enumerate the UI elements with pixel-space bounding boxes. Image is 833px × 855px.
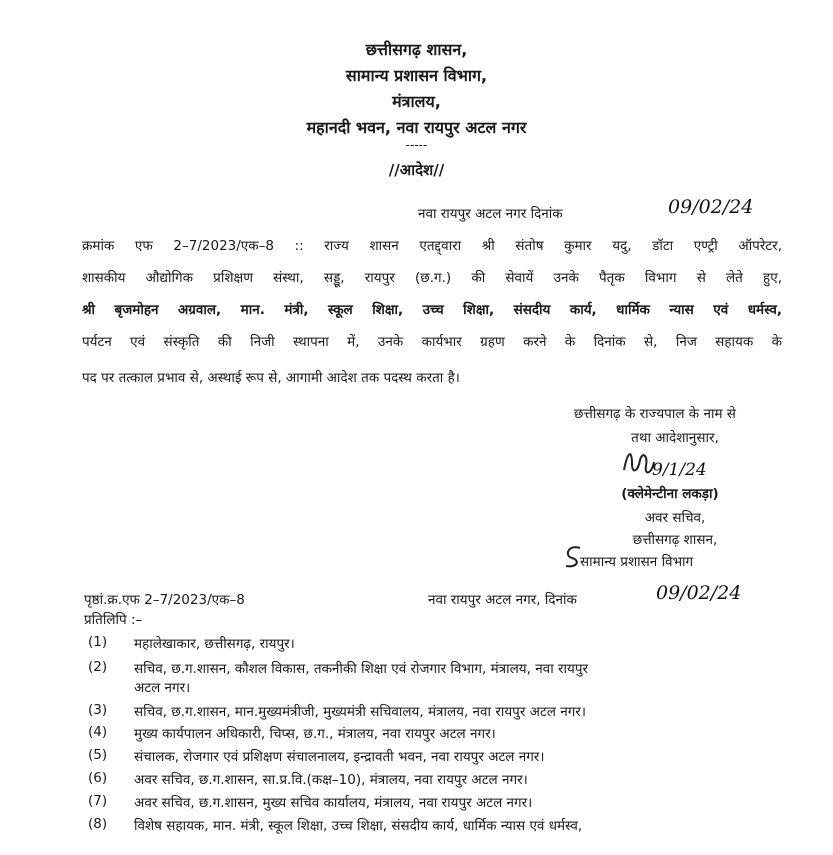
copy-item-text: अवर सचिव, छ.ग.शासन, मुख्य सचिव कार्यालय, मंत्रालय, नवा रायपुर अटल नगर। xyxy=(134,795,533,811)
copy-item-text: सचिव, छ.ग.शासन, कौशल विकास, तकनीकी शिक्षा एवं रोजगार विभाग, मंत्रालय, नवा रायपुर xyxy=(134,661,589,677)
copy-item-num: (6) xyxy=(88,770,108,786)
date-label: नवा रायपुर अटल नगर दिनांक xyxy=(418,206,563,222)
handwritten-initial: 9/1/24 xyxy=(652,460,707,480)
copy-item-text: मुख्य कार्यपालन अधिकारी, चिप्स, छ.ग., मंत्रालय, नवा रायपुर अटल नगर। xyxy=(134,726,496,742)
copy-item-num: (1) xyxy=(88,634,108,650)
copy-item-text: महालेखाकार, छत्तीसगढ़, रायपुर। xyxy=(134,636,295,652)
copy-item-num: (2) xyxy=(88,659,108,675)
copy-item-text: संचालक, रोजगार एवं प्रशिक्षण संचालनालय, इन्द्रावती भवन, नवा रायपुर अटल नगर। xyxy=(134,749,545,765)
endorsement-place-date: नवा रायपुर अटल नगर, दिनांक xyxy=(428,592,577,608)
signatory-org-1: छत्तीसगढ़ शासन, xyxy=(632,532,718,548)
copy-item-num: (4) xyxy=(88,724,108,740)
order-body-line-1: क्रमांक एफ 2–7/2023/एक–8 :: राज्य शासन एतद्द्वारा श्री संतोष कुमार यदु, डॉटा एण्ट्री ऑपरेटर, xyxy=(82,238,782,254)
governor-line: छत्तीसगढ़ के राज्यपाल के नाम से xyxy=(574,406,736,422)
header-line-2: सामान्य प्रशासन विभाग, xyxy=(345,66,488,85)
copy-item-text: विशेष सहायक, मान. मंत्री, स्कूल शिक्षा, उच्च शिक्षा, संसदीय कार्य, धार्मिक न्यास एवं धर्मस्व, xyxy=(134,818,583,834)
copy-item-num: (5) xyxy=(88,747,108,763)
header-rule: ----- xyxy=(405,138,428,152)
handwritten-date: 09/02/24 xyxy=(668,196,754,218)
order-line: तथा आदेशानुसार, xyxy=(631,430,719,446)
copy-item-num: (3) xyxy=(88,702,108,718)
signatory-org-2: सामान्य प्रशासन विभाग xyxy=(580,554,694,570)
header-line-3: मंत्रालय, xyxy=(392,92,441,111)
copy-item-num: (8) xyxy=(88,816,108,832)
endorsement-handwritten-date: 09/02/24 xyxy=(656,582,742,604)
copy-item-text: सचिव, छ.ग.शासन, मान.मुख्यमंत्रीजी, मुख्यमंत्री सचिवालय, मंत्रालय, नवा रायपुर अटल नगर। xyxy=(134,704,586,720)
signatory-designation: अवर सचिव, xyxy=(644,510,706,526)
signatory-name: (क्लेमेन्टीना लकड़ा) xyxy=(621,486,719,502)
copy-item-text: अवर सचिव, छ.ग.शासन, सा.प्र.वि.(कक्ष–10), मंत्रालय, नवा रायपुर अटल नगर। xyxy=(134,772,528,788)
header-line-4: महानदी भवन, नवा रायपुर अटल नगर xyxy=(306,118,527,137)
order-body-line-5: पद पर तत्काल प्रभाव से, अस्थाई रूप से, आगामी आदेश तक पदस्थ करता है। xyxy=(82,370,460,386)
header-line-1: छत्तीसगढ़ शासन, xyxy=(365,40,468,59)
order-body-line-2: शासकीय औद्योगिक प्रशिक्षण संस्था, सड्डू, रायपुर (छ.ग.) की सेवायें उनके पैतृक विभाग से लेते हुए, xyxy=(82,270,782,286)
order-title: //आदेश// xyxy=(388,161,445,179)
copy-label: प्रतिलिपि :– xyxy=(84,612,143,628)
copy-item-num: (7) xyxy=(88,793,108,809)
endorsement-ref: पृष्ठां.क्र.एफ 2–7/2023/एक–8 xyxy=(84,592,245,608)
copy-item-text-cont: अटल नगर। xyxy=(134,680,191,696)
order-body-line-4: पर्यटन एवं संस्कृति की निजी स्थापना में, उनके कार्यभार ग्रहण करने के दिनांक से, निज सहायक के xyxy=(82,334,782,350)
order-body-line-3: श्री बृजमोहन अग्रवाल, मान. मंत्री, स्कूल शिक्षा, उच्च शिक्षा, संसदीय कार्य, धार्मिक न्यास एवं धर्मस्व, xyxy=(82,302,782,318)
